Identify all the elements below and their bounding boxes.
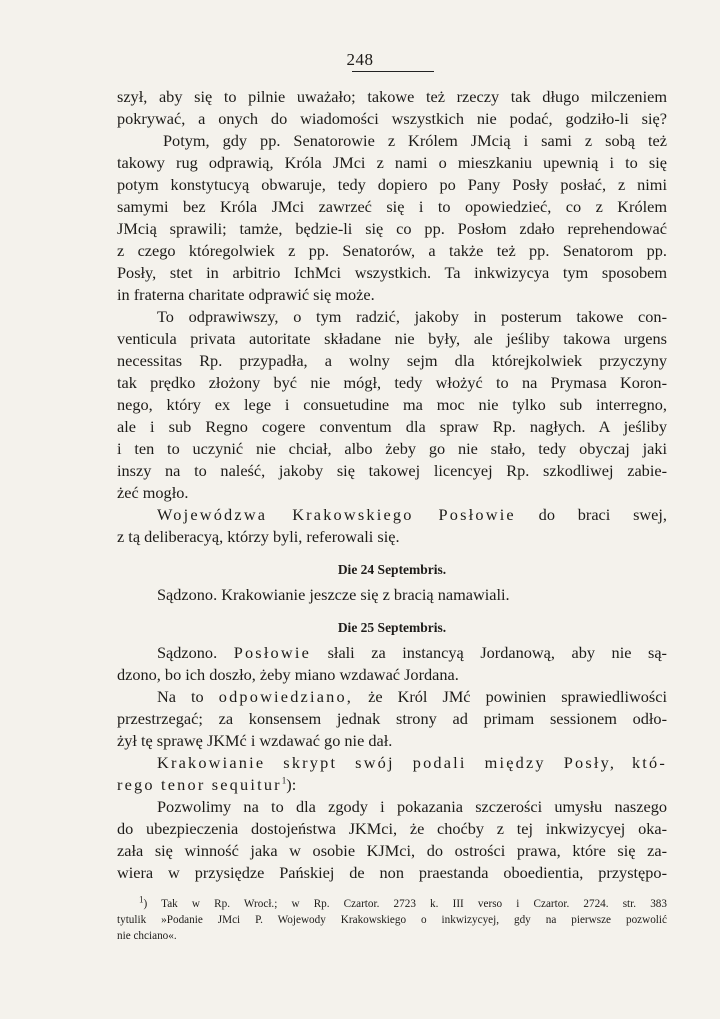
footnote-line: nie chciano«. <box>117 930 177 942</box>
spaced-text: Krakowianie skrypt swój podali między Posły, <box>157 753 617 772</box>
text-line: Posły, stet in arbitrio IchMci wszystkich. Ta inkwizycya tym sposobem <box>117 263 667 282</box>
text-line: ale i sub Regno cogere conventum dla spraw Rp. nagłych. A jeśliby <box>117 417 667 436</box>
text-line: Sądzono. Krakowianie jeszcze się z bracią namawiali. <box>157 585 510 604</box>
text-line: tak prędko złożony być nie mógł, tedy włożyć to na Prymasa Koron- <box>117 373 667 392</box>
text-fragment: że Król JMć powinien sprawiedliwości <box>368 687 668 706</box>
text-line: inszy na to naleść, jakoby się takowej licencyej Rp. szkodliwej zabie- <box>117 461 667 480</box>
text-line: z tą deliberacyą, którzy byli, referowali się. <box>117 527 400 546</box>
text-fragment: Sądzono. <box>157 643 218 662</box>
text-line: nego, który ex lege i consuetudine ma moc nie tylko sub interregno, <box>117 395 667 414</box>
text-line: żeć mogło. <box>117 483 189 502</box>
text-line <box>157 752 667 774</box>
text-line: To odprawiwszy, o tym radzić, jakoby in posterum takowe con- <box>157 307 667 326</box>
text-line: necessitas Rp. przypadła, a wolny sejm dla którejkolwiek przyczyny <box>117 351 667 370</box>
footnote-line <box>139 896 667 912</box>
spaced-text: któ- <box>631 753 667 772</box>
spaced-text: rego tenor sequitur <box>117 775 282 794</box>
text-line: do ubezpieczenia dostojeństwa JKMci, że choćby z tej inkwizycyej oka- <box>117 819 667 838</box>
page-number-rule <box>352 71 434 72</box>
text-line: samymi bez Króla JMci zawrzeć się i to opowiedzieć, co z Królem <box>117 197 667 216</box>
spaced-text: Wojewódzwa Krakowskiego Posłowie <box>157 505 516 524</box>
text-line: in fraterna charitate odprawić się może. <box>117 285 375 304</box>
spaced-text: odpowiedziano, <box>218 687 354 706</box>
text-line: żył tę sprawę JKMć i wzdawać go nie dał. <box>117 731 393 750</box>
text-line <box>157 686 667 708</box>
text-fragment: do braci swej, <box>538 505 668 524</box>
footnote-reference: 1 <box>281 775 287 786</box>
text-line <box>157 642 667 664</box>
text-line: Pozwolimy na to dla zgody i pokazania szczerości umysłu naszego <box>157 797 667 816</box>
spaced-text: Posłowie <box>233 643 312 662</box>
text-line: takowy rug odprawią, Króla JMci z nami o mieszkaniu upewnią i to się <box>117 153 667 172</box>
footnote-text: ) Tak w Rp. Wrocł.; w Rp. Czartor. 2723 k. III verso i Czartor. 2724. str. 383 <box>143 898 667 910</box>
text-fragment: słali za instancyą Jordanową, aby nie są- <box>327 643 667 662</box>
page-number: 248 <box>346 50 374 69</box>
text-line: Potym, gdy pp. Senatorowie z Królem JMcią i sami z sobą też <box>163 131 667 150</box>
footnote-line: tytulik »Podanie JMci P. Wojewody Krakowskiego o inkwizycyej, gdy na pierwsze pozwolić <box>117 914 667 926</box>
date-heading: Die 25 Septembris. <box>337 620 447 635</box>
text-line: z czego któregolwiek z pp. Senatorów, a także też pp. Senatorom pp. <box>117 241 667 260</box>
text-line: szył, aby się to pilnie uważało; takowe też rzeczy tak długo milczeniem <box>117 87 667 106</box>
text-line: i ten to uczynić nie chciał, albo żeby go nie stało, tedy obyczaj jaki <box>117 439 667 458</box>
text-line: venticula privata autoritate składane nie były, ale jeśliby takowa urgens <box>117 329 667 348</box>
text-line: wiera w przysiędze Pańskiej de non praestanda oboedientia, przystępo- <box>117 863 667 882</box>
footnote-mark: 1 <box>139 894 144 905</box>
text-line <box>117 774 667 796</box>
text-line: potym konstytucyą obwaruje, tedy dopiero po Pany Posły posłać, z nimi <box>117 175 667 194</box>
text-fragment: ): <box>286 775 297 794</box>
date-heading: Die 24 Septembris. <box>337 562 447 577</box>
text-line: JMcią sprawili; tamże, będzie-li się co pp. Posłom zdało reprehendować <box>117 219 667 238</box>
text-line <box>157 504 667 526</box>
text-line: przestrzegać; za konsensem jednak strony ad primam sessionem odło- <box>117 709 667 728</box>
text-line: pokrywać, a onych do wiadomości wszystkich nie podać, godziło-li się? <box>117 109 667 128</box>
text-line: dzono, bo ich doszło, żeby miano wzdawać Jordana. <box>117 665 459 684</box>
text-fragment: Na to <box>157 687 204 706</box>
text-line: zała się winność jaka w osobie KJMci, do ostrości prawa, które się za- <box>117 841 667 860</box>
